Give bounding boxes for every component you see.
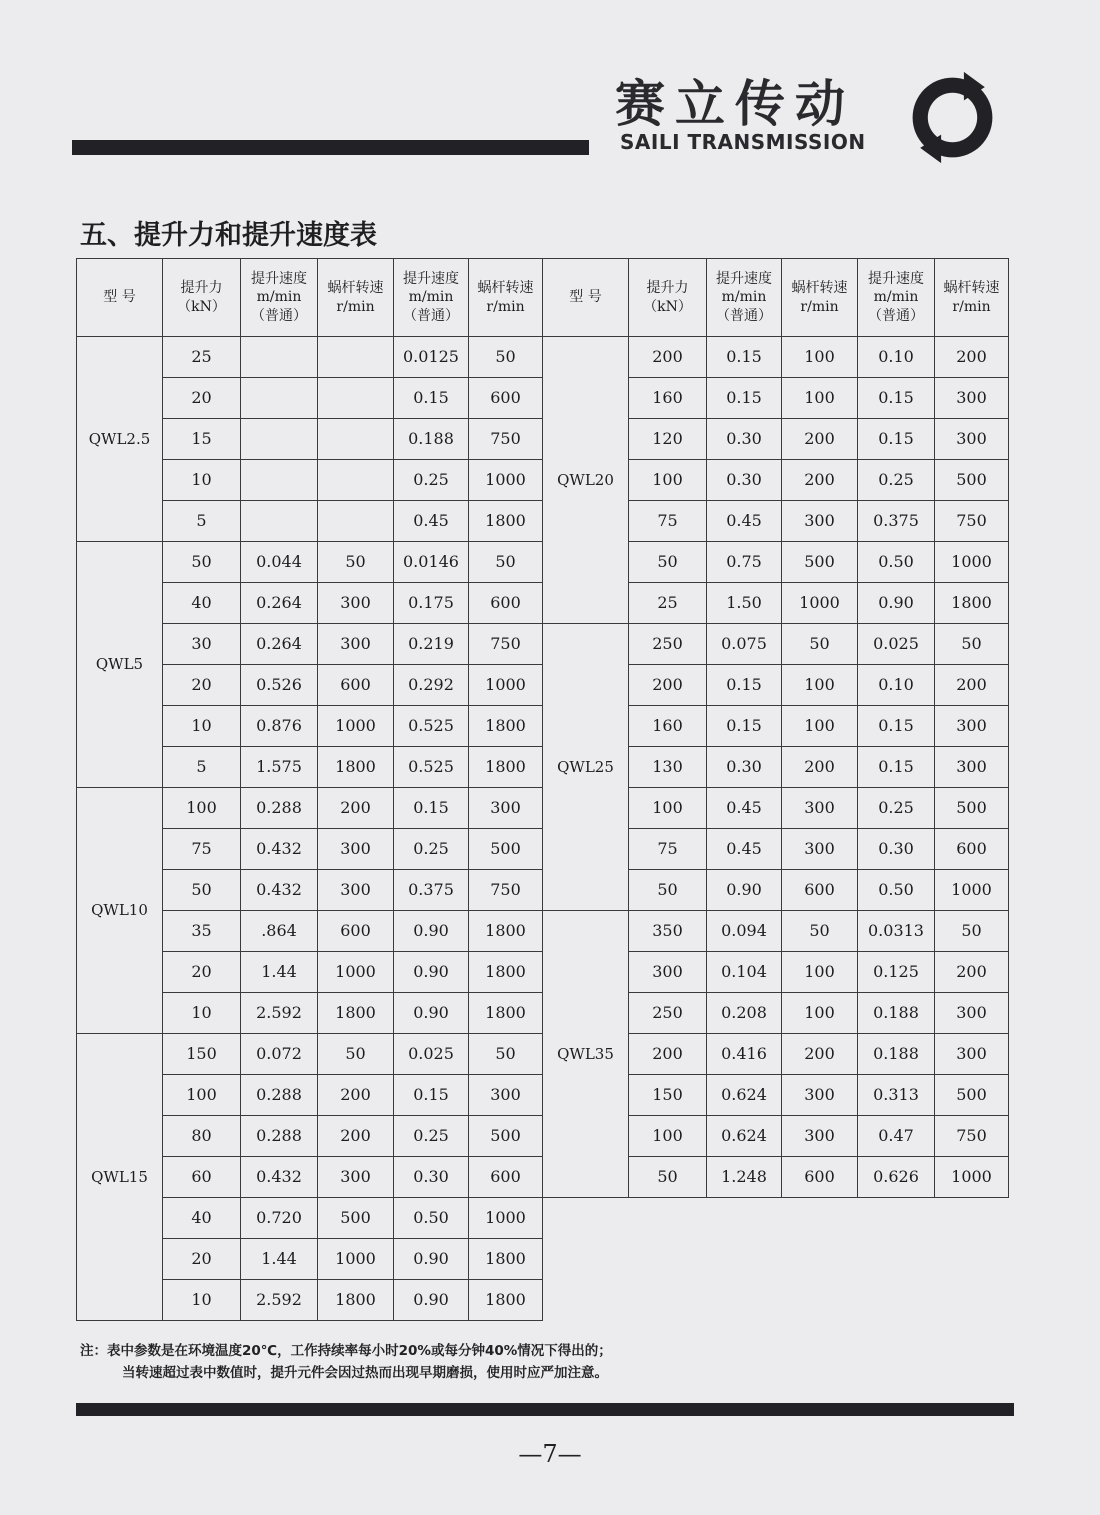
- data-cell: 0.624: [707, 1116, 782, 1157]
- data-cell: 0.50: [858, 870, 935, 911]
- data-cell: 0.288: [241, 788, 318, 829]
- note-line-2: 当转速超过表中数值时，提升元件会因过热而出现早期磨损，使用时应严加注意。: [122, 1365, 608, 1381]
- lift-force-speed-table: [76, 258, 1009, 1321]
- brand-name-cn: 赛立传动: [615, 75, 855, 133]
- data-cell: 160: [629, 378, 707, 419]
- data-cell: 500: [935, 1075, 1009, 1116]
- data-cell: 50: [318, 542, 394, 583]
- data-cell: 20: [163, 952, 241, 993]
- data-cell: 500: [935, 460, 1009, 501]
- data-cell: 250: [629, 624, 707, 665]
- data-cell: 50: [935, 624, 1009, 665]
- data-cell: 600: [469, 378, 543, 419]
- data-cell: 0.30: [858, 829, 935, 870]
- data-cell: 0.432: [241, 870, 318, 911]
- data-cell: 300: [318, 1157, 394, 1198]
- data-cell: 1800: [469, 747, 543, 788]
- header-line: 蜗杆转速: [943, 280, 1000, 297]
- data-cell: 1.50: [707, 583, 782, 624]
- data-cell: 150: [629, 1075, 707, 1116]
- data-cell: 750: [469, 624, 543, 665]
- data-cell: 0.45: [394, 501, 469, 542]
- header-bar: [72, 140, 589, 155]
- data-cell: 1000: [469, 1198, 543, 1239]
- data-cell: 100: [782, 993, 858, 1034]
- header-line: （普通）: [403, 307, 459, 324]
- data-cell: 300: [469, 1075, 543, 1116]
- data-cell: 200: [782, 419, 858, 460]
- data-cell: 0.208: [707, 993, 782, 1034]
- data-cell: 1000: [935, 542, 1009, 583]
- data-cell: 50: [782, 624, 858, 665]
- header-line: r/min: [800, 298, 839, 315]
- data-cell: 75: [629, 501, 707, 542]
- data-cell: 25: [629, 583, 707, 624]
- data-cell: 1800: [469, 706, 543, 747]
- data-cell: 0.25: [858, 460, 935, 501]
- data-cell: 2.592: [241, 1280, 318, 1321]
- empty-cell: [543, 1198, 1009, 1239]
- data-cell: 1000: [469, 460, 543, 501]
- data-cell: 50: [935, 911, 1009, 952]
- data-cell: 25: [163, 337, 241, 378]
- data-cell: 600: [782, 1157, 858, 1198]
- data-cell: 300: [318, 583, 394, 624]
- data-cell: 0.288: [241, 1075, 318, 1116]
- table-row: [77, 911, 1009, 952]
- data-cell: 50: [163, 542, 241, 583]
- data-cell: 1800: [318, 1280, 394, 1321]
- header-force: [163, 259, 241, 337]
- data-cell: 0.25: [394, 460, 469, 501]
- data-cell: 1800: [469, 1280, 543, 1321]
- header-force: [629, 259, 707, 337]
- data-cell: 300: [469, 788, 543, 829]
- data-cell: 1000: [318, 706, 394, 747]
- header-line: 提升力: [180, 280, 223, 297]
- data-cell: 1800: [935, 583, 1009, 624]
- data-cell: 0.125: [858, 952, 935, 993]
- data-cell: 100: [163, 788, 241, 829]
- data-cell: 300: [318, 624, 394, 665]
- data-cell: 0.292: [394, 665, 469, 706]
- header-worm2: [469, 259, 543, 337]
- data-cell: 10: [163, 993, 241, 1034]
- data-cell: 100: [782, 952, 858, 993]
- data-cell: 100: [629, 460, 707, 501]
- data-cell: 0.90: [394, 952, 469, 993]
- data-cell: 200: [318, 788, 394, 829]
- data-cell: 10: [163, 460, 241, 501]
- data-cell: 35: [163, 911, 241, 952]
- data-cell: 300: [935, 378, 1009, 419]
- data-cell: 1.248: [707, 1157, 782, 1198]
- header-speed1: [241, 259, 318, 337]
- data-cell: 0.375: [394, 870, 469, 911]
- header-line: 蜗杆转速: [477, 280, 534, 297]
- data-cell: 1800: [469, 993, 543, 1034]
- table-note: [80, 1340, 980, 1384]
- data-cell: 50: [629, 542, 707, 583]
- data-cell: 40: [163, 1198, 241, 1239]
- table-body: [77, 259, 1009, 1321]
- data-cell: 600: [469, 1157, 543, 1198]
- data-cell: 500: [469, 1116, 543, 1157]
- data-cell: 50: [782, 911, 858, 952]
- header-line: 蜗杆转速: [791, 280, 848, 297]
- data-cell: 300: [935, 993, 1009, 1034]
- data-cell: 50: [469, 337, 543, 378]
- data-cell: 130: [629, 747, 707, 788]
- brand-name-en: SAILI TRANSMISSION: [620, 130, 866, 154]
- model-cell: QWL35: [543, 911, 629, 1198]
- data-cell: 0.432: [241, 1157, 318, 1198]
- data-cell: 0.416: [707, 1034, 782, 1075]
- data-cell: 300: [782, 829, 858, 870]
- data-cell: 0.30: [707, 419, 782, 460]
- data-cell: 50: [469, 1034, 543, 1075]
- data-cell: 0.15: [858, 747, 935, 788]
- data-cell: [318, 337, 394, 378]
- data-cell: 120: [629, 419, 707, 460]
- header-worm2: [935, 259, 1009, 337]
- data-cell: 50: [629, 870, 707, 911]
- model-cell: QWL5: [77, 542, 163, 788]
- data-cell: 0.0125: [394, 337, 469, 378]
- data-cell: 200: [629, 337, 707, 378]
- data-cell: 300: [782, 788, 858, 829]
- data-cell: 100: [782, 337, 858, 378]
- data-cell: 1000: [935, 1157, 1009, 1198]
- data-cell: 200: [782, 1034, 858, 1075]
- data-cell: 200: [318, 1116, 394, 1157]
- data-cell: 0.50: [394, 1198, 469, 1239]
- data-cell: 60: [163, 1157, 241, 1198]
- header-worm1: [318, 259, 394, 337]
- data-cell: 100: [782, 378, 858, 419]
- data-cell: 0.90: [394, 1280, 469, 1321]
- data-cell: 0.188: [858, 1034, 935, 1075]
- data-cell: 200: [935, 665, 1009, 706]
- data-cell: 750: [469, 870, 543, 911]
- header-speed2: [394, 259, 469, 337]
- header-worm1: [782, 259, 858, 337]
- data-cell: 250: [629, 993, 707, 1034]
- data-cell: 30: [163, 624, 241, 665]
- data-cell: 50: [163, 870, 241, 911]
- data-cell: 300: [935, 706, 1009, 747]
- data-cell: 0.432: [241, 829, 318, 870]
- data-cell: 1800: [469, 1239, 543, 1280]
- data-cell: 100: [629, 788, 707, 829]
- data-cell: 0.15: [707, 665, 782, 706]
- data-cell: 350: [629, 911, 707, 952]
- data-cell: 0.45: [707, 788, 782, 829]
- data-cell: 0.10: [858, 337, 935, 378]
- data-cell: 1800: [318, 747, 394, 788]
- data-cell: 1800: [318, 993, 394, 1034]
- data-cell: 300: [782, 501, 858, 542]
- data-cell: [318, 501, 394, 542]
- data-cell: 0.075: [707, 624, 782, 665]
- table-row: [77, 1280, 1009, 1321]
- data-cell: 0.288: [241, 1116, 318, 1157]
- data-cell: 0.25: [858, 788, 935, 829]
- data-cell: 2.592: [241, 993, 318, 1034]
- data-cell: 0.525: [394, 747, 469, 788]
- data-cell: 0.90: [707, 870, 782, 911]
- data-cell: 0.75: [707, 542, 782, 583]
- footer-bar: [76, 1403, 1014, 1416]
- header-line: 提升力: [646, 280, 689, 297]
- data-cell: 0.526: [241, 665, 318, 706]
- data-cell: 1000: [935, 870, 1009, 911]
- circular-arrows-logo-icon: [905, 70, 1000, 165]
- data-cell: 150: [163, 1034, 241, 1075]
- data-cell: 0.30: [707, 747, 782, 788]
- data-cell: 15: [163, 419, 241, 460]
- data-cell: 0.45: [707, 829, 782, 870]
- data-cell: 0.072: [241, 1034, 318, 1075]
- data-cell: 1800: [469, 501, 543, 542]
- data-cell: 0.15: [707, 706, 782, 747]
- data-cell: 200: [935, 337, 1009, 378]
- data-cell: 0.188: [394, 419, 469, 460]
- data-cell: 500: [318, 1198, 394, 1239]
- data-cell: 600: [318, 911, 394, 952]
- header-line: 提升速度: [403, 271, 459, 288]
- header-line: m/min: [256, 289, 302, 306]
- data-cell: 0.025: [394, 1034, 469, 1075]
- data-cell: 500: [469, 829, 543, 870]
- data-cell: 0.15: [394, 788, 469, 829]
- data-cell: 300: [318, 829, 394, 870]
- table-row: [77, 624, 1009, 665]
- data-cell: 20: [163, 378, 241, 419]
- data-cell: 1000: [318, 952, 394, 993]
- data-cell: 600: [782, 870, 858, 911]
- data-cell: 0.624: [707, 1075, 782, 1116]
- header-line: （kN）: [177, 298, 226, 315]
- header-line: 提升速度: [868, 271, 924, 288]
- data-cell: 1.44: [241, 1239, 318, 1280]
- header-row: [77, 259, 1009, 337]
- data-cell: 0.10: [858, 665, 935, 706]
- data-cell: 0.47: [858, 1116, 935, 1157]
- data-cell: 0.90: [394, 1239, 469, 1280]
- header-line: 蜗杆转速: [327, 280, 384, 297]
- model-cell: QWL20: [543, 337, 629, 624]
- data-cell: [241, 460, 318, 501]
- data-cell: 0.025: [858, 624, 935, 665]
- data-cell: [241, 501, 318, 542]
- data-cell: 50: [629, 1157, 707, 1198]
- data-cell: 600: [469, 583, 543, 624]
- data-cell: 750: [469, 419, 543, 460]
- data-cell: 300: [782, 1075, 858, 1116]
- data-cell: 0.264: [241, 583, 318, 624]
- data-cell: 1800: [469, 952, 543, 993]
- header-line: r/min: [336, 298, 375, 315]
- model-cell: QWL25: [543, 624, 629, 911]
- data-cell: 0.188: [858, 993, 935, 1034]
- table-row: [77, 1198, 1009, 1239]
- table-row: [77, 1239, 1009, 1280]
- data-cell: 200: [782, 460, 858, 501]
- model-cell: QWL2.5: [77, 337, 163, 542]
- data-cell: 750: [935, 1116, 1009, 1157]
- data-cell: 1.575: [241, 747, 318, 788]
- data-cell: 0.525: [394, 706, 469, 747]
- data-cell: 5: [163, 501, 241, 542]
- section-title: 五、提升力和提升速度表: [80, 220, 377, 251]
- data-cell: 300: [935, 1034, 1009, 1075]
- data-cell: 750: [935, 501, 1009, 542]
- header-speed2: [858, 259, 935, 337]
- data-cell: 300: [935, 419, 1009, 460]
- header-line: 提升速度: [716, 271, 772, 288]
- data-cell: 0.313: [858, 1075, 935, 1116]
- data-cell: 0.264: [241, 624, 318, 665]
- data-cell: 0.104: [707, 952, 782, 993]
- data-cell: [318, 378, 394, 419]
- data-cell: 20: [163, 1239, 241, 1280]
- data-cell: 80: [163, 1116, 241, 1157]
- data-cell: 0.30: [707, 460, 782, 501]
- data-cell: 0.15: [394, 1075, 469, 1116]
- data-cell: 75: [163, 829, 241, 870]
- data-cell: 500: [935, 788, 1009, 829]
- data-cell: 160: [629, 706, 707, 747]
- data-cell: 40: [163, 583, 241, 624]
- data-cell: 0.094: [707, 911, 782, 952]
- model-cell: QWL15: [77, 1034, 163, 1321]
- data-cell: 600: [318, 665, 394, 706]
- data-cell: 200: [629, 665, 707, 706]
- data-cell: 50: [318, 1034, 394, 1075]
- data-cell: 0.15: [858, 378, 935, 419]
- data-cell: 0.626: [858, 1157, 935, 1198]
- data-cell: 0.15: [707, 378, 782, 419]
- data-cell: 0.15: [858, 706, 935, 747]
- data-cell: 100: [629, 1116, 707, 1157]
- data-cell: 300: [318, 870, 394, 911]
- data-cell: [241, 337, 318, 378]
- table-row: [77, 337, 1009, 378]
- data-cell: [318, 460, 394, 501]
- data-cell: 200: [318, 1075, 394, 1116]
- data-cell: 75: [629, 829, 707, 870]
- data-cell: 10: [163, 706, 241, 747]
- data-cell: 0.720: [241, 1198, 318, 1239]
- header-speed1: [707, 259, 782, 337]
- data-cell: 0.0146: [394, 542, 469, 583]
- data-cell: 0.90: [858, 583, 935, 624]
- data-cell: 0.175: [394, 583, 469, 624]
- data-cell: 0.876: [241, 706, 318, 747]
- header-line: （普通）: [251, 307, 307, 324]
- header-line: r/min: [486, 298, 525, 315]
- data-cell: 1000: [782, 583, 858, 624]
- data-cell: 0.30: [394, 1157, 469, 1198]
- header-line: r/min: [952, 298, 991, 315]
- header-line: 提升速度: [251, 271, 307, 288]
- data-cell: 0.15: [858, 419, 935, 460]
- data-cell: 1.44: [241, 952, 318, 993]
- data-cell: 0.219: [394, 624, 469, 665]
- data-cell: 0.90: [394, 993, 469, 1034]
- header-line: m/min: [721, 289, 767, 306]
- header-line: （普通）: [868, 307, 924, 324]
- data-cell: 0.044: [241, 542, 318, 583]
- data-cell: 0.15: [707, 337, 782, 378]
- data-cell: 0.0313: [858, 911, 935, 952]
- data-cell: 10: [163, 1280, 241, 1321]
- data-cell: 200: [782, 747, 858, 788]
- data-cell: 50: [469, 542, 543, 583]
- data-cell: 1000: [469, 665, 543, 706]
- data-cell: 0.375: [858, 501, 935, 542]
- data-cell: [241, 419, 318, 460]
- data-cell: 100: [163, 1075, 241, 1116]
- data-cell: [241, 378, 318, 419]
- data-cell: 300: [629, 952, 707, 993]
- note-line-1: 注：表中参数是在环境温度20℃，工作持续率每小时20%或每分钟40%情况下得出的；: [80, 1343, 612, 1359]
- data-cell: 300: [935, 747, 1009, 788]
- header-model: 型 号: [77, 259, 163, 337]
- data-cell: 300: [782, 1116, 858, 1157]
- model-cell: QWL10: [77, 788, 163, 1034]
- data-cell: 1800: [469, 911, 543, 952]
- data-cell: [318, 419, 394, 460]
- header-model: 型 号: [543, 259, 629, 337]
- header-line: m/min: [873, 289, 919, 306]
- header-line: m/min: [408, 289, 454, 306]
- data-cell: 100: [782, 665, 858, 706]
- data-cell: .864: [241, 911, 318, 952]
- data-cell: 0.90: [394, 911, 469, 952]
- data-cell: 100: [782, 706, 858, 747]
- data-cell: 20: [163, 665, 241, 706]
- data-cell: 500: [782, 542, 858, 583]
- data-cell: 200: [629, 1034, 707, 1075]
- data-cell: 0.50: [858, 542, 935, 583]
- data-cell: 0.45: [707, 501, 782, 542]
- data-cell: 0.25: [394, 1116, 469, 1157]
- page-number: —7—: [518, 1440, 582, 1468]
- data-cell: 600: [935, 829, 1009, 870]
- data-cell: 200: [935, 952, 1009, 993]
- data-cell: 5: [163, 747, 241, 788]
- data-cell: 1000: [318, 1239, 394, 1280]
- header-line: （kN）: [643, 298, 692, 315]
- data-cell: 0.15: [394, 378, 469, 419]
- data-cell: 0.25: [394, 829, 469, 870]
- header-line: （普通）: [716, 307, 772, 324]
